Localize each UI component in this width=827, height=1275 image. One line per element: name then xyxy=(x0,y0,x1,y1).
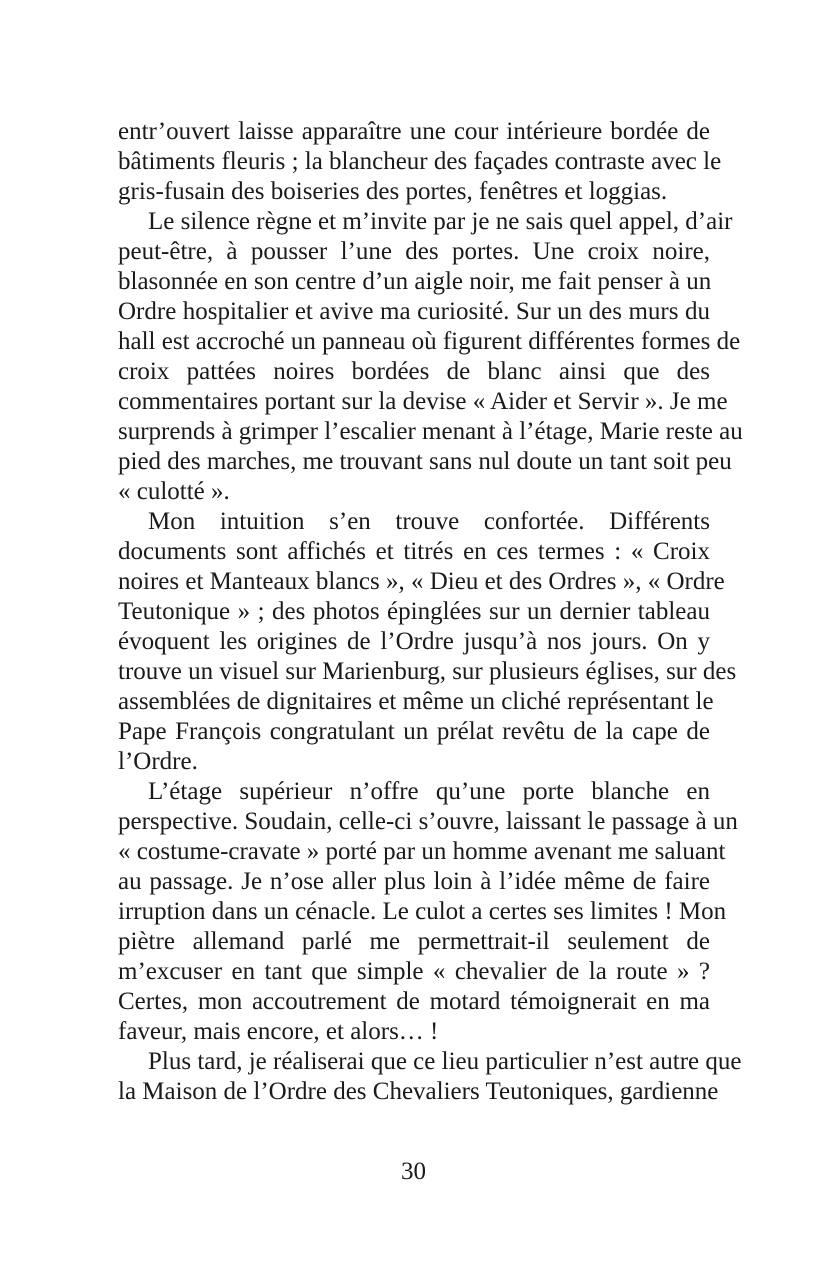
text-line: l’Ordre. xyxy=(118,748,198,775)
text-line: Mon intuition s’en trouve confortée. Différents xyxy=(148,508,710,535)
text-line: perspective. Soudain, celle-ci s’ouvre, laissant le passage à un xyxy=(118,808,738,835)
text-line: pied des marches, me trouvant sans nul doute un tant soit peu xyxy=(118,448,732,475)
text-line: « costume-cravate » porté par un homme avenant me saluant xyxy=(118,838,726,865)
paragraph xyxy=(118,117,722,207)
page-body xyxy=(118,117,743,1107)
text-line: assemblées de dignitaires et même un cliché représentant le xyxy=(118,688,714,715)
page-number: 30 xyxy=(401,1158,426,1185)
paragraph xyxy=(118,1047,742,1107)
paragraph xyxy=(118,507,737,777)
text-line: Pape François congratulant un prélat revêtu de la cape de xyxy=(118,718,710,745)
text-line: au passage. Je n’ose aller plus loin à l’idée même de faire xyxy=(118,868,710,895)
text-line: noires et Manteaux blancs », « Dieu et des Ordres », « Ordre xyxy=(118,568,725,595)
text-line: piètre allemand parlé me permettrait-il seulement de xyxy=(118,928,710,955)
text-line: m’excuser en tant que simple « chevalier de la route » ? xyxy=(118,958,710,985)
text-line: documents sont affichés et titrés en ces termes : « Croix xyxy=(118,538,710,565)
text-line: hall est accroché un panneau où figurent différentes formes de xyxy=(118,328,741,355)
text-line: « culotté ». xyxy=(118,478,230,505)
text-line: blasonnée en son centre d’un aigle noir, me fait penser à un xyxy=(118,268,712,295)
text-line: faveur, mais encore, et alors… ! xyxy=(118,1018,439,1045)
text-line: entr’ouvert laisse apparaître une cour intérieure bordée de xyxy=(118,118,710,145)
text-line: irruption dans un cénacle. Le culot a certes ses limites ! Mon xyxy=(118,898,727,925)
text-line: la Maison de l’Ordre des Chevaliers Teutoniques, gardienne xyxy=(118,1078,719,1105)
paragraph xyxy=(118,207,743,507)
text-line: commentaires portant sur la devise « Aider et Servir ». Je me xyxy=(118,388,728,415)
text-line: évoquent les origines de l’Ordre jusqu’à nos jours. On y xyxy=(118,628,710,655)
text-line: Certes, mon accoutrement de motard témoignerait en ma xyxy=(118,988,710,1015)
paragraph xyxy=(118,777,738,1047)
text-line: surprends à grimper l’escalier menant à l’étage, Marie reste au xyxy=(118,418,743,445)
text-line: L’étage supérieur n’offre qu’une porte blanche en xyxy=(148,778,710,805)
text-line: gris-fusain des boiseries des portes, fenêtres et loggias. xyxy=(118,178,668,205)
text-line: peut-être, à pousser l’une des portes. Une croix noire, xyxy=(118,238,710,265)
text-line: Ordre hospitalier et avive ma curiosité. Sur un des murs du xyxy=(118,298,710,325)
text-line: Teutonique » ; des photos épinglées sur un dernier tableau xyxy=(118,598,710,625)
text-line: Le silence règne et m’invite par je ne sais quel appel, d’air xyxy=(148,208,733,235)
text-line: bâtiments fleuris ; la blancheur des façades contraste avec le xyxy=(118,148,722,175)
text-line: croix pattées noires bordées de blanc ainsi que des xyxy=(118,358,710,385)
text-line: trouve un visuel sur Marienburg, sur plusieurs églises, sur des xyxy=(118,658,737,685)
text-line: Plus tard, je réaliserai que ce lieu particulier n’est autre que xyxy=(148,1048,742,1075)
